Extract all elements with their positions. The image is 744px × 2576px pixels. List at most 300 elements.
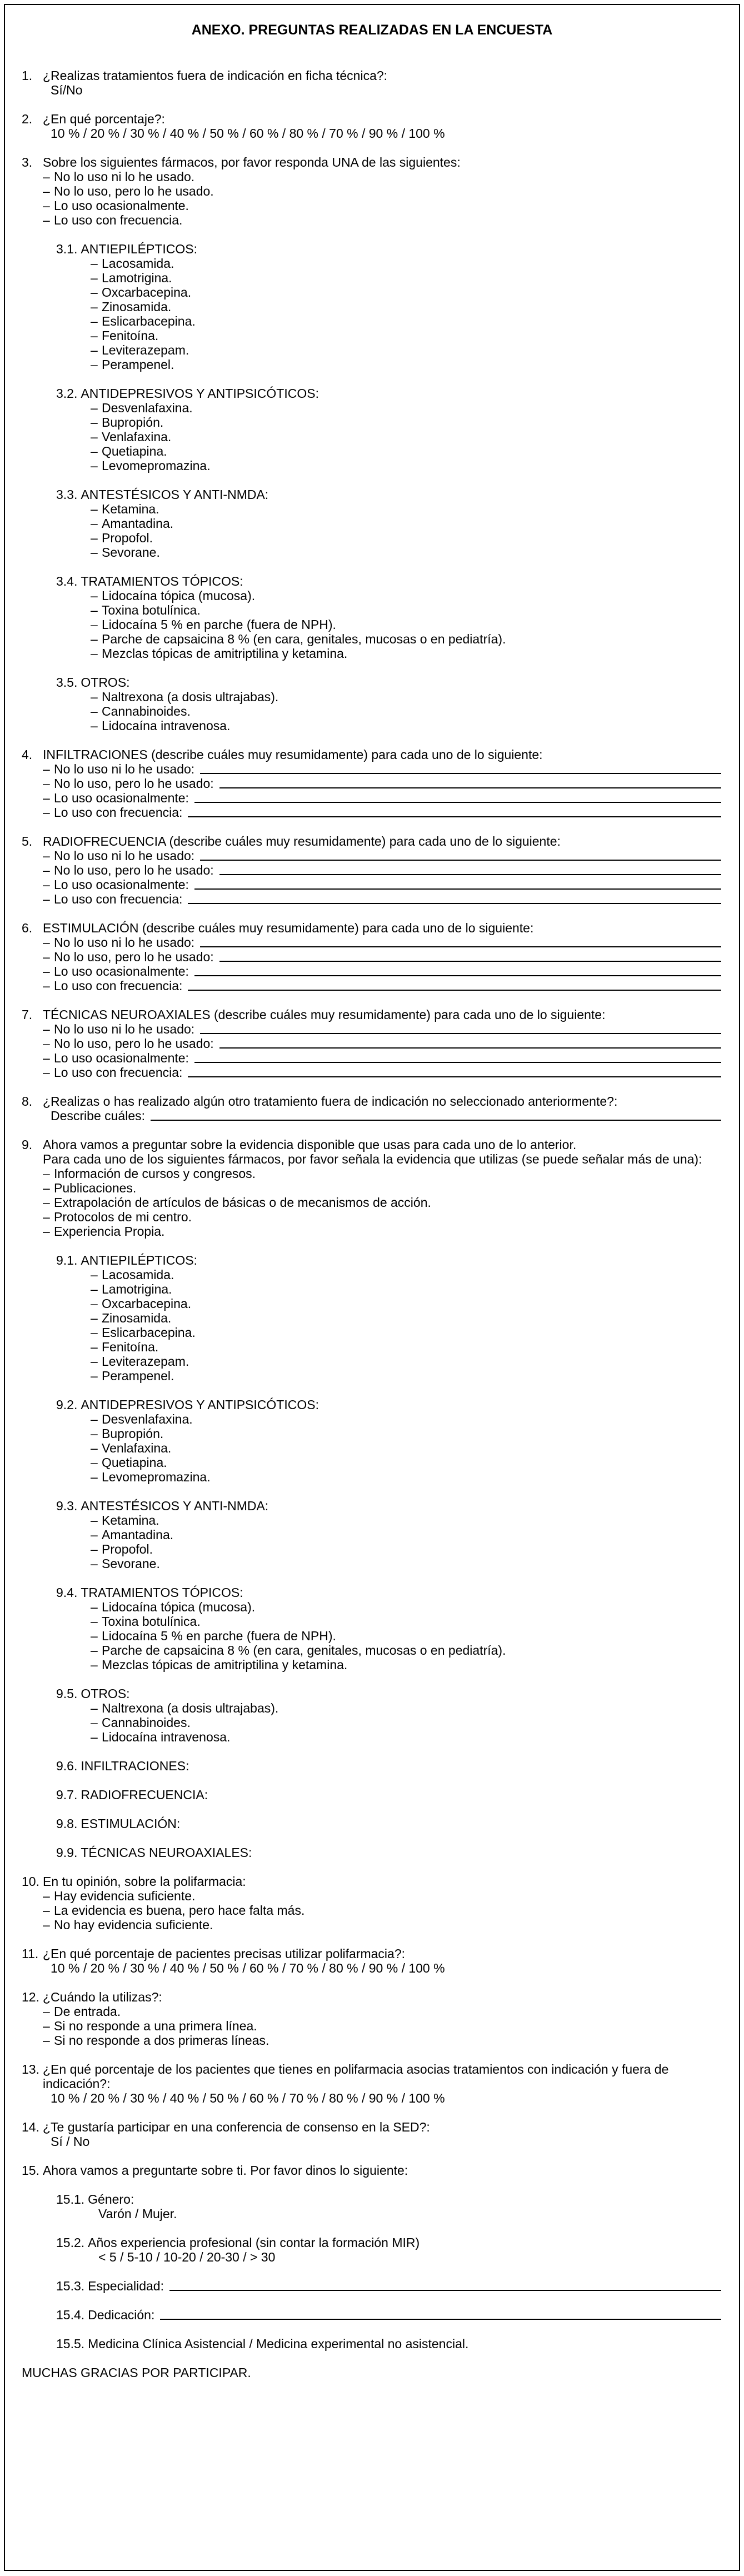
question-number: 15. (22, 2163, 39, 2178)
dash-marker: – (91, 704, 98, 718)
document-title: ANEXO. PREGUNTAS REALIZADAS EN LA ENCUESTA (191, 22, 553, 38)
question-number: 8. (22, 1094, 33, 1109)
list-item-text: Bupropión. (102, 1426, 164, 1441)
list-item-text: Experiencia Propia. (54, 1224, 165, 1239)
question-heading (22, 155, 722, 169)
fill-in-row (43, 805, 722, 820)
dash-marker: – (91, 502, 98, 516)
dash-marker: – (91, 1715, 98, 1730)
list-item (91, 1340, 722, 1354)
answer-blank (188, 1076, 721, 1077)
subsection-title-block (81, 1816, 722, 1831)
subsection-title-block (81, 242, 722, 256)
dash-marker: – (91, 299, 98, 314)
list-item (43, 1166, 722, 1181)
list-item (43, 1224, 722, 1239)
question (22, 1137, 722, 1860)
question-body (43, 1022, 722, 1080)
dash-marker: – (91, 401, 98, 415)
subsection-heading (56, 242, 722, 256)
question-number: 13. (22, 2062, 39, 2076)
question-heading (22, 747, 722, 762)
fill-in-label: Lo uso con frecuencia: (54, 805, 183, 820)
subsection-body (91, 1513, 722, 1571)
list-item-text: Publicaciones. (54, 1181, 137, 1195)
subsection-body (91, 1412, 722, 1484)
fill-in-label: Lo uso ocasionalmente: (54, 877, 189, 892)
list-item-text: Ketamina. (102, 1513, 159, 1527)
question-text-block (43, 68, 722, 83)
dash-marker: – (43, 776, 50, 791)
subsection-title-block (88, 2337, 722, 2351)
subsection-heading (56, 1499, 722, 1513)
subsection-number: 15.3. (56, 2279, 85, 2293)
list-item (91, 531, 722, 545)
dash-marker: – (43, 1224, 50, 1239)
subsection-body (91, 2250, 722, 2264)
answer-options: 10 % / 20 % / 30 % / 40 % / 50 % / 60 % / 70 % / 80 % / 90 % / 100 % (51, 1961, 445, 1975)
list-item-text: Cannabinoides. (102, 704, 191, 718)
answer-blank (194, 888, 721, 890)
question (22, 1007, 722, 1080)
list-item (43, 1210, 722, 1224)
question-heading (22, 2120, 722, 2134)
question (22, 1990, 722, 2048)
answer-blank (169, 2290, 721, 2291)
dash-marker: – (91, 1542, 98, 1556)
subsection-number: 9.5. (56, 1686, 78, 1701)
dash-marker: – (91, 718, 98, 733)
dash-marker: – (91, 285, 98, 299)
list-item-text: Quetiapina. (102, 444, 167, 458)
question-text-block (43, 2163, 722, 2178)
answer-blank (200, 860, 721, 861)
subsection-number: 3.5. (56, 675, 78, 690)
list-item-text: Leviterazepam. (102, 343, 189, 357)
fill-in-label: Lo uso ocasionalmente: (54, 964, 189, 979)
question (22, 2120, 722, 2149)
question-number: 11. (22, 1946, 39, 1961)
question-heading (22, 1094, 722, 1109)
subsection-title: ANTESTÉSICOS Y ANTI-NMDA: (81, 487, 269, 502)
dash-marker: – (91, 1340, 98, 1354)
dash-marker: – (43, 791, 50, 805)
question (22, 1094, 722, 1123)
question-text-block (43, 1137, 722, 1166)
dash-marker: – (91, 314, 98, 328)
list-item-text: Zinosamida. (102, 1311, 172, 1325)
fill-in-label: Lo uso ocasionalmente: (54, 791, 189, 805)
question-text: ¿En qué porcentaje de los pacientes que tienes en polifarmacia asocias tratamientos con indicación y fuera de indicación?: (43, 2062, 669, 2091)
subsection-body (91, 690, 722, 733)
fill-in-row (51, 1109, 722, 1123)
list-item (91, 646, 722, 661)
question-number: 4. (22, 747, 33, 762)
fill-in-row (43, 848, 722, 863)
question-text: ¿Realizas tratamientos fuera de indicación en ficha técnica?: (43, 68, 388, 83)
dash-marker: – (43, 935, 50, 950)
list-item-text: Lidocaína tópica (mucosa). (102, 1600, 256, 1614)
subsection (56, 2308, 722, 2322)
list-item-text: Leviterazepam. (102, 1354, 189, 1369)
subsection-title-block (81, 1845, 722, 1860)
list-item (91, 632, 722, 646)
dash-marker: – (43, 1166, 50, 1181)
question-heading (22, 834, 722, 848)
subsection-title: TÉCNICAS NEUROAXIALES: (81, 1845, 252, 1860)
list-item (43, 1195, 722, 1210)
dash-marker: – (43, 762, 50, 776)
dash-marker: – (91, 1470, 98, 1484)
subsection-title-block (81, 1759, 722, 1773)
question-heading (22, 1137, 722, 1166)
subsection-number: 15.5. (56, 2337, 85, 2351)
question-number: 12. (22, 1990, 39, 2004)
question-number: 5. (22, 834, 33, 848)
list-item (43, 213, 722, 227)
subsection-body (91, 1267, 722, 1383)
list-item (91, 1542, 722, 1556)
list-item-text: Propofol. (102, 1542, 153, 1556)
subsection-number: 9.4. (56, 1585, 78, 1600)
fill-in-label: Lo uso con frecuencia: (54, 1065, 183, 1080)
list-item (91, 1643, 722, 1658)
closing-text: MUCHAS GRACIAS POR PARTICIPAR. (22, 2365, 251, 2380)
subsection-title: ANTIEPILÉPTICOS: (81, 1253, 197, 1267)
subsection-number: 3.4. (56, 574, 78, 588)
list-item (91, 271, 722, 285)
dash-marker: – (91, 271, 98, 285)
list-item-text: Toxina botulínica. (102, 1614, 201, 1629)
subsection (56, 1816, 722, 1831)
list-item (43, 2019, 722, 2033)
list-item-text: Venlafaxina. (102, 1441, 172, 1455)
question-text: Ahora vamos a preguntar sobre la evidencia disponible que usas para cada uno de lo anterior. (43, 1137, 577, 1152)
list-item-text: Eslicarbacepina. (102, 314, 196, 328)
subsection-number: 9.1. (56, 1253, 78, 1267)
list-item (91, 1426, 722, 1441)
question-number: 14. (22, 2120, 39, 2134)
list-item (43, 1889, 722, 1903)
list-item-text: Quetiapina. (102, 1455, 167, 1470)
list-item-text: Desvenlafaxina. (102, 401, 193, 415)
question-body (43, 2134, 722, 2149)
dash-marker: – (91, 415, 98, 430)
answer-blank (219, 874, 721, 875)
subsection (56, 1499, 722, 1571)
subsection (56, 1759, 722, 1773)
list-item-text: No lo uso ni lo he usado. (54, 169, 195, 184)
dash-marker: – (91, 1513, 98, 1527)
question-text-block (43, 2120, 722, 2134)
answer-blank (200, 773, 721, 774)
subsection-body (91, 588, 722, 661)
question-text-block (43, 1946, 722, 1961)
fill-in-label: No lo uso, pero lo he usado: (54, 950, 214, 964)
list-item-text: Ketamina. (102, 502, 159, 516)
list-item (91, 357, 722, 372)
subsection-title: ANTESTÉSICOS Y ANTI-NMDA: (81, 1499, 269, 1513)
fill-in-row (43, 892, 722, 906)
dash-marker: – (91, 516, 98, 531)
fill-in-label: No lo uso ni lo he usado: (54, 1022, 195, 1036)
subsection (56, 2337, 722, 2351)
list-item-text: Naltrexona (a dosis ultrajabas). (102, 690, 279, 704)
list-item (91, 617, 722, 632)
dash-marker: – (43, 2004, 50, 2019)
list-item-text: La evidencia es buena, pero hace falta más. (54, 1903, 305, 1918)
dash-marker: – (91, 617, 98, 632)
dash-marker: – (43, 1181, 50, 1195)
subsection-heading (56, 1253, 722, 1267)
fill-in-row (43, 863, 722, 877)
list-item (91, 256, 722, 271)
dash-marker: – (43, 2033, 50, 2048)
question-number: 2. (22, 112, 33, 126)
question-text-block (43, 155, 722, 169)
answer-options: 10 % / 20 % / 30 % / 40 % / 50 % / 60 % / 80 % / 70 % / 90 % / 100 % (51, 126, 445, 141)
question-text: ESTIMULACIÓN (describe cuáles muy resumidamente) para cada uno de lo siguiente: (43, 921, 534, 935)
answer-blank (194, 802, 721, 803)
list-item-text: Zinosamida. (102, 299, 172, 314)
question (22, 921, 722, 993)
list-item-text: Sevorane. (102, 1556, 160, 1571)
list-item-text: Información de cursos y congresos. (54, 1166, 256, 1181)
subsection-body (91, 2206, 722, 2221)
question-number: 7. (22, 1007, 33, 1022)
fill-in-label: Lo uso con frecuencia: (54, 892, 183, 906)
list-item-text: Propofol. (102, 531, 153, 545)
question-body (43, 848, 722, 906)
list-item-text: Lidocaína 5 % en parche (fuera de NPH). (102, 617, 336, 632)
subsection-number: 9.6. (56, 1759, 78, 1773)
fill-in-row (43, 776, 722, 791)
subsection (56, 1397, 722, 1484)
list-item (91, 1369, 722, 1383)
list-item (43, 198, 722, 213)
question-body (43, 935, 722, 993)
subsection-number: 9.2. (56, 1397, 78, 1412)
list-item-text: Fenitoína. (102, 1340, 159, 1354)
fill-in-row (43, 950, 722, 964)
question (22, 155, 722, 733)
question-body (43, 2192, 722, 2351)
question (22, 1946, 722, 1975)
answer-options: < 5 / 5-10 / 10-20 / 20-30 / > 30 (98, 2250, 276, 2264)
answer-blank (194, 1062, 721, 1063)
subsection (56, 242, 722, 372)
dash-marker: – (91, 1701, 98, 1715)
subsection-number: 9.9. (56, 1845, 78, 1860)
subsection (56, 1686, 722, 1744)
list-item (91, 502, 722, 516)
fill-in-row (43, 979, 722, 993)
dash-marker: – (91, 1643, 98, 1658)
subsection-heading (56, 1397, 722, 1412)
list-item (91, 430, 722, 444)
question (22, 112, 722, 141)
subsection-body (91, 1701, 722, 1744)
list-item (91, 1354, 722, 1369)
dash-marker: – (91, 690, 98, 704)
question-text-block (43, 921, 722, 935)
subsection-title: TRATAMIENTOS TÓPICOS: (81, 574, 243, 588)
dash-marker: – (43, 198, 50, 213)
answer-blank (188, 816, 721, 817)
dash-marker: – (43, 805, 50, 820)
list-item-text: Eslicarbacepina. (102, 1325, 196, 1340)
answer-blank (219, 787, 721, 788)
list-item-text: Si no responde a dos primeras líneas. (54, 2033, 269, 2048)
dash-marker: – (91, 646, 98, 661)
dash-marker: – (91, 1527, 98, 1542)
subsection-title: TRATAMIENTOS TÓPICOS: (81, 1585, 243, 1600)
question-body (43, 762, 722, 820)
subsection (56, 574, 722, 661)
list-item-text: Lacosamida. (102, 1267, 174, 1282)
list-item-text: Amantadina. (102, 516, 174, 531)
dash-marker: – (43, 1022, 50, 1036)
list-item (91, 1629, 722, 1643)
fill-in-label: No lo uso ni lo he usado: (54, 935, 195, 950)
subsection-title: OTROS: (81, 675, 130, 690)
subsection-heading (56, 1585, 722, 1600)
answer-blank (200, 946, 721, 947)
list-item (91, 1715, 722, 1730)
dash-marker: – (91, 1730, 98, 1744)
list-item (43, 1903, 722, 1918)
question-text: ¿En qué porcentaje de pacientes precisas utilizar polifarmacia?: (43, 1946, 406, 1961)
question-text-block (43, 1990, 722, 2004)
subsection-title-block (88, 2279, 722, 2293)
subsection-title: Años experiencia profesional (sin contar la formación MIR) (88, 2235, 420, 2250)
subsection (56, 675, 722, 733)
question-heading (22, 1946, 722, 1961)
list-item-text: Venlafaxina. (102, 430, 172, 444)
list-item-text: Desvenlafaxina. (102, 1412, 193, 1426)
dash-marker: – (91, 1600, 98, 1614)
dash-marker: – (91, 444, 98, 458)
list-item-text: Protocolos de mi centro. (54, 1210, 192, 1224)
question-text: RADIOFRECUENCIA (describe cuáles muy resumidamente) para cada uno de lo siguiente: (43, 834, 561, 848)
list-item-text: Bupropión. (102, 415, 164, 430)
subsection-title-block (81, 1253, 722, 1267)
subsection-title: ANTIDEPRESIVOS Y ANTIPSICÓTICOS: (81, 1397, 319, 1412)
list-item-text: Parche de capsaicina 8 % (en cara, genitales, mucosas o en pediatría). (102, 632, 506, 646)
list-item (91, 690, 722, 704)
list-item (91, 1296, 722, 1311)
fill-in-row (43, 1065, 722, 1080)
subsection (56, 1845, 722, 1860)
dash-marker: – (91, 458, 98, 473)
subsection-heading (56, 2279, 722, 2293)
dash-marker: – (43, 1051, 50, 1065)
list-item (91, 1614, 722, 1629)
answer-options: Sí/No (51, 83, 83, 97)
list-item (91, 1658, 722, 1672)
list-item-text: No hay evidencia suficiente. (54, 1918, 213, 1932)
dash-marker: – (91, 430, 98, 444)
subsection-heading (56, 2235, 722, 2250)
fill-in-label: No lo uso ni lo he usado: (54, 848, 195, 863)
list-item (91, 1282, 722, 1296)
list-item (91, 1600, 722, 1614)
question-text-block (43, 1094, 722, 1109)
list-item (91, 1701, 722, 1715)
subsection-heading (56, 1686, 722, 1701)
question-text-block (43, 1007, 722, 1022)
fill-in-row (43, 762, 722, 776)
question-text: En tu opinión, sobre la polifarmacia: (43, 1874, 246, 1889)
fill-in-label: Lo uso ocasionalmente: (54, 1051, 189, 1065)
question-body (43, 2091, 722, 2105)
dash-marker: – (43, 877, 50, 892)
dash-marker: – (91, 343, 98, 357)
question-heading (22, 1874, 722, 1889)
document-page (4, 4, 740, 2571)
list-item (91, 545, 722, 560)
subsection-heading (56, 1816, 722, 1831)
subsection-number: 3.2. (56, 386, 78, 401)
list-item (43, 1181, 722, 1195)
fill-in-row (43, 935, 722, 950)
subsection-title: ESTIMULACIÓN: (81, 1816, 181, 1831)
list-item-text: Levomepromazina. (102, 1470, 211, 1484)
dash-marker: – (91, 1658, 98, 1672)
dash-marker: – (91, 256, 98, 271)
list-item-text: Cannabinoides. (102, 1715, 191, 1730)
list-item-text: Lidocaína tópica (mucosa). (102, 588, 256, 603)
subsection-number: 15.1. (56, 2192, 85, 2206)
dash-marker: – (91, 1282, 98, 1296)
question-list (22, 68, 722, 2351)
fill-in-row (43, 877, 722, 892)
list-item-text: Hay evidencia suficiente. (54, 1889, 196, 1903)
list-item-text: Levomepromazina. (102, 458, 211, 473)
subsection-number: 15.2. (56, 2235, 85, 2250)
dash-marker: – (91, 357, 98, 372)
fill-in-row (43, 964, 722, 979)
question-heading (22, 112, 722, 126)
answer-blank (194, 975, 721, 976)
question-number: 1. (22, 68, 33, 83)
list-item-text: Lidocaína intravenosa. (102, 718, 231, 733)
question (22, 1874, 722, 1932)
list-item (91, 1455, 722, 1470)
dash-marker: – (91, 1441, 98, 1455)
question-body (43, 1889, 722, 1932)
question-body (43, 1166, 722, 1860)
subsection-heading (56, 2337, 722, 2351)
subsection-body (91, 1600, 722, 1672)
dash-marker: – (43, 1889, 50, 1903)
dash-marker: – (43, 950, 50, 964)
answer-blank (188, 903, 721, 904)
subsection-heading (56, 1788, 722, 1802)
list-item (91, 458, 722, 473)
question-heading (22, 921, 722, 935)
dash-marker: – (91, 1311, 98, 1325)
list-item (91, 516, 722, 531)
subsection-title: ANTIEPILÉPTICOS: (81, 242, 197, 256)
dash-marker: – (91, 588, 98, 603)
answer-blank (151, 1120, 721, 1121)
list-item-text: Amantadina. (102, 1527, 174, 1542)
question-number: 10. (22, 1874, 39, 1889)
dash-marker: – (91, 1369, 98, 1383)
subsection-number: 9.3. (56, 1499, 78, 1513)
subsection-title: ANTIDEPRESIVOS Y ANTIPSICÓTICOS: (81, 386, 319, 401)
